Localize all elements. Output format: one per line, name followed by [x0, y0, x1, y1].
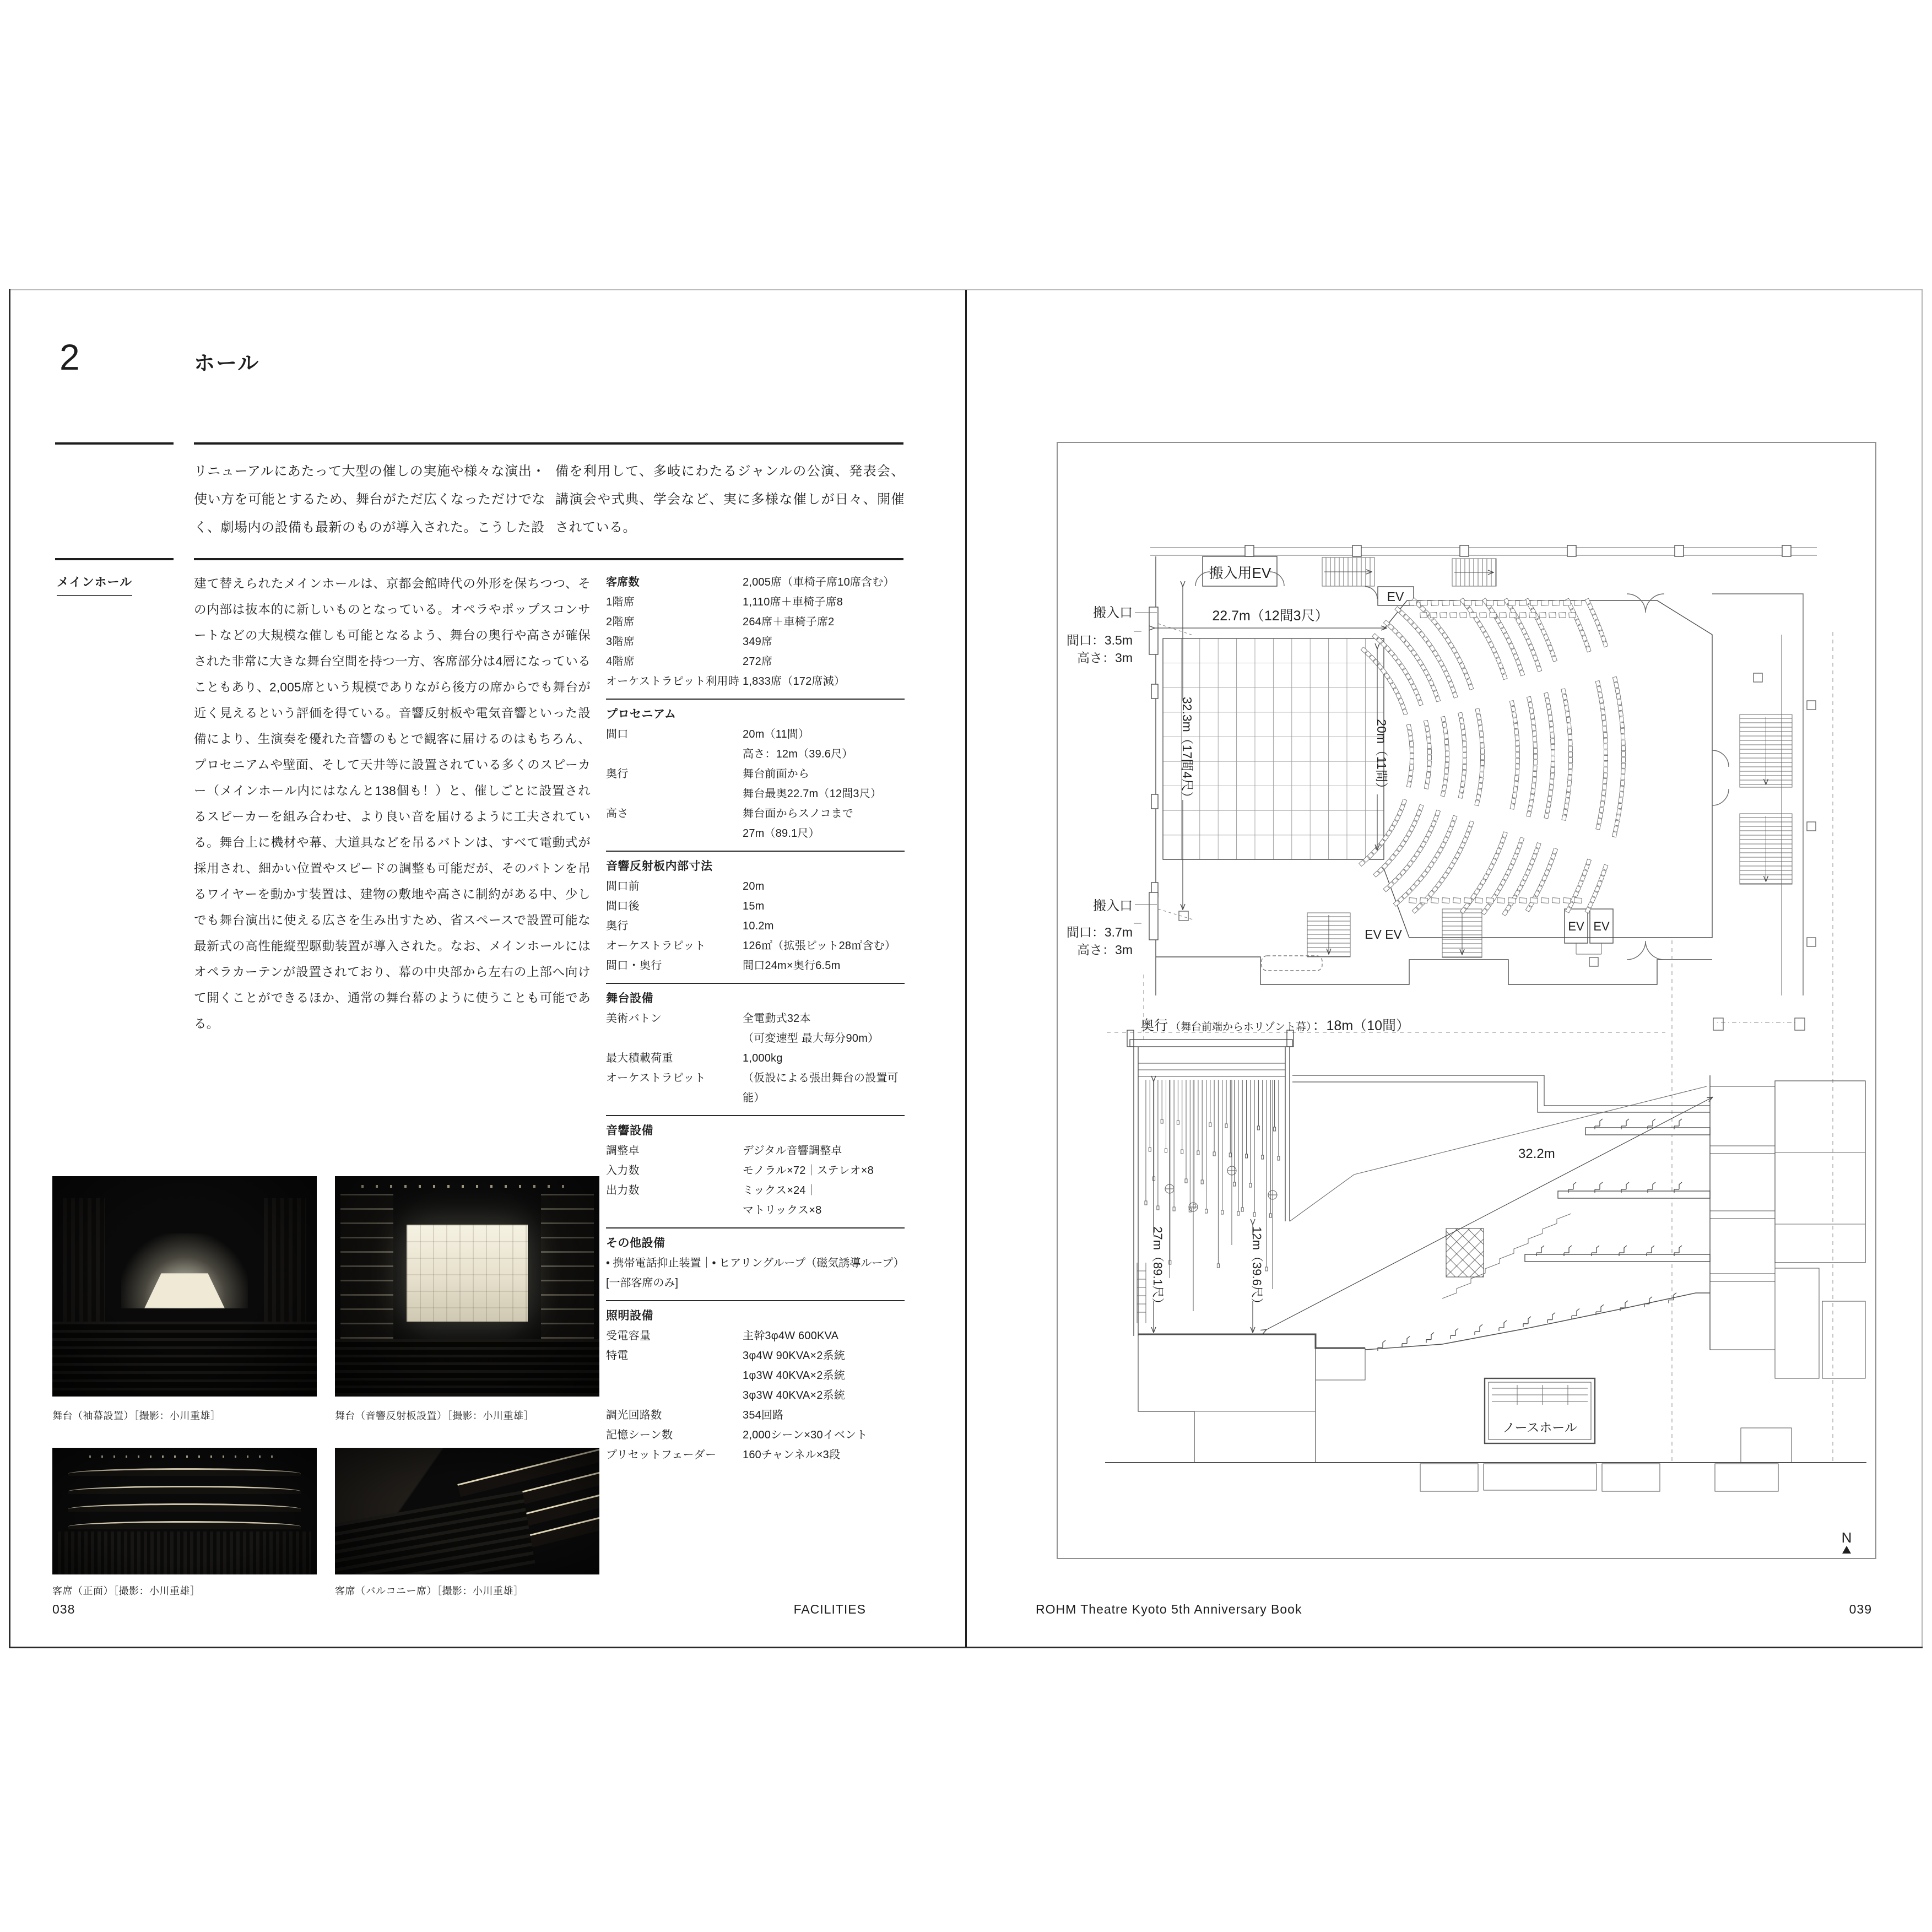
spec-row	[606, 824, 905, 843]
section-depth-note: （舞台前端からホリゾント幕）	[1170, 1021, 1312, 1033]
intro-paragraph-col1: リニューアルにあたって大型の催しの実施や様々な演出・使い方を可能とするため、舞台がただ広くなっただけでなく、劇場内の設備も最新のものが導入された。こうした設	[194, 464, 545, 535]
photo1-vignette	[52, 1176, 317, 1397]
photo2-caption: 舞台（音響反射板設置）［撮影：小川重雄］	[335, 1410, 534, 1421]
north-arrow-letter: N	[1841, 1529, 1852, 1546]
spread-right-edge	[1922, 289, 1923, 1648]
spec-value: 1,833席（172席減）	[743, 675, 846, 688]
section-dim-32m: 32.2m	[1518, 1146, 1555, 1161]
spec-value: 272席	[743, 656, 773, 668]
photo-stage-acoustic-shell	[335, 1176, 599, 1397]
plan-label-ev-box1: EV	[1568, 919, 1584, 933]
spec-label: 出力数	[606, 1184, 640, 1197]
spec-value: 舞台前面から	[743, 768, 810, 780]
spec-label: 間口前	[606, 880, 640, 892]
section-dim-27m: 27m（89.1尺）	[1151, 1226, 1165, 1310]
plan-label-dock2: 搬入口	[1093, 899, 1133, 913]
spec-group	[606, 1116, 905, 1229]
spec-value: 10.2m	[743, 920, 774, 932]
spec-value: 1φ3W 40KVA×2系統	[743, 1370, 846, 1382]
spec-label	[606, 1386, 743, 1405]
spec-value: 1,000kg	[743, 1052, 783, 1064]
spec-row	[606, 632, 905, 652]
theatre-plan-and-section-drawing	[1057, 442, 1876, 1559]
spec-row	[606, 1141, 905, 1161]
spec-row	[606, 956, 905, 976]
spec-group-header: 音響設備	[606, 1124, 653, 1137]
spec-group-header: 照明設備	[606, 1309, 653, 1322]
spec-value: 15m	[743, 900, 765, 912]
spec-value: 3φ3W 40KVA×2系統	[743, 1389, 846, 1401]
section-north-hall-label: ノースホール	[1502, 1420, 1577, 1435]
spec-value: 全電動式32本	[743, 1013, 811, 1025]
spec-label: 間口	[606, 728, 629, 740]
spec-value: 20m（11間）	[743, 728, 810, 740]
spec-label	[606, 784, 743, 804]
spec-label: 最大積載荷重	[606, 1052, 673, 1064]
spec-row	[606, 652, 905, 672]
spec-group-header: その他設備	[606, 1237, 665, 1249]
photo4-caption: 客席（バルコニー席）［撮影：小川重雄］	[335, 1585, 524, 1597]
spec-group-header: 音響反射板内部寸法	[606, 860, 713, 873]
spec-value: 主幹3φ4W 600KVA	[743, 1330, 839, 1342]
page-number-right: 039	[1849, 1602, 1872, 1616]
spec-row	[606, 916, 905, 936]
spec-value: ミックス×24｜	[743, 1184, 817, 1197]
spec-label: 奥行	[606, 768, 629, 780]
photo2-vignette	[335, 1176, 599, 1397]
spec-row	[606, 572, 905, 592]
spec-value: マトリックス×8	[743, 1204, 822, 1216]
spec-label: 1階席	[606, 596, 635, 608]
spec-row	[606, 1445, 905, 1465]
section-depth-label	[1140, 1018, 1410, 1033]
plan-label-dock1: 搬入口	[1093, 605, 1133, 620]
spec-row	[606, 1029, 905, 1048]
plan-dim-proscenium-label: 20m（11間）	[1374, 719, 1389, 795]
spec-value: 27m（89.1尺）	[743, 827, 820, 840]
photo4-vignette	[335, 1448, 599, 1574]
spec-label: 特電	[606, 1350, 629, 1362]
section-dim-12m: 12m（39.6尺）	[1250, 1226, 1264, 1310]
spec-row	[606, 896, 905, 916]
spec-row	[606, 936, 905, 956]
spec-label: オーケストラピット	[606, 940, 706, 952]
spec-row	[606, 612, 905, 632]
spec-label: 受電容量	[606, 1330, 651, 1342]
spec-label: 3階席	[606, 636, 635, 648]
spec-value: 160チャンネル×3段	[743, 1449, 841, 1461]
spec-row	[606, 804, 905, 824]
photo1-caption: 舞台（袖幕設置）［撮影：小川重雄］	[52, 1410, 221, 1421]
spec-row	[606, 1425, 905, 1445]
spec-row: • 携帯電話抑止装置｜• ヒアリングループ（磁気誘導ループ）[一部客席のみ]	[606, 1257, 905, 1289]
spec-row	[606, 1161, 905, 1181]
spec-label	[606, 1200, 743, 1220]
running-head-book-title: ROHM Theatre Kyoto 5th Anniversary Book	[1036, 1602, 1302, 1616]
spec-label: 4階席	[606, 656, 635, 668]
spec-value: モノラル×72｜ステレオ×8	[743, 1165, 874, 1177]
spec-group	[606, 1301, 905, 1472]
spec-label: 間口後	[606, 900, 640, 912]
section-depth-word: 奥行	[1140, 1018, 1168, 1033]
spec-value: 20m	[743, 880, 765, 892]
section-label-main-hall: メインホール	[57, 573, 132, 596]
spec-label: 客席数	[606, 576, 640, 588]
spec-value: 1,110席＋車椅子席8	[743, 596, 843, 608]
intro-paragraph-col2: 備を利用して、多岐にわたるジャンルの公演、発表会、講演会や式典、学会など、実に多様な催しが日々、開催されている。	[555, 464, 905, 535]
spec-value: 264席＋車椅子席2	[743, 616, 835, 628]
spec-label: オーケストラピット利用時	[606, 675, 739, 688]
spec-group	[606, 1229, 905, 1301]
spec-label: 2階席	[606, 616, 635, 628]
spec-group-header: 舞台設備	[606, 992, 653, 1005]
spec-label: 記憶シーン数	[606, 1429, 673, 1441]
section-dimensions	[1154, 1081, 1712, 1332]
spec-label: 美術バトン	[606, 1013, 662, 1025]
spec-value: 高さ：12m（39.6尺）	[743, 748, 853, 760]
spec-label: 調光回路数	[606, 1409, 662, 1421]
plan-dim-width-label: 22.7m（12間3尺）	[1212, 608, 1329, 624]
plan-label-dock1-width: 間口：3.5m	[1066, 633, 1133, 647]
chapter-title: ホール	[194, 352, 260, 375]
plan-label-ev-box2: EV	[1593, 919, 1610, 933]
spec-group-header: プロセニアム	[606, 708, 677, 721]
plan-label-dock2-width: 間口：3.7m	[1066, 925, 1133, 939]
spec-row	[606, 784, 905, 804]
spec-row	[606, 592, 905, 612]
rule-content-top	[194, 442, 903, 445]
spec-row	[606, 1181, 905, 1200]
spec-label: プリセットフェーダー	[606, 1449, 717, 1461]
spec-row	[606, 1326, 905, 1346]
photo-stage-side-curtains	[52, 1176, 317, 1397]
spec-row	[606, 1200, 905, 1220]
spec-value: （仮設による張出舞台の設置可能）	[743, 1072, 899, 1104]
plan-stage-grid	[1163, 638, 1384, 859]
plan-label-ev-pair: EV EV	[1365, 927, 1402, 941]
spec-group	[606, 984, 905, 1116]
running-head-facilities: FACILITIES	[793, 1602, 866, 1616]
photo3-caption: 客席（正面）［撮影：小川重雄］	[52, 1585, 201, 1597]
plan-dim-depth-label: 32.3m（17間4尺）	[1180, 696, 1194, 804]
rule-label-col-top	[55, 442, 174, 445]
spec-value: デジタル音響調整卓	[743, 1145, 842, 1157]
spec-row	[606, 1366, 905, 1386]
spec-row	[606, 764, 905, 784]
spec-row	[606, 1405, 905, 1425]
spec-label	[606, 1366, 743, 1386]
spec-row	[606, 1068, 905, 1108]
spec-value: （可変速型 最大毎分90m）	[743, 1032, 879, 1045]
spec-group	[606, 700, 905, 852]
spec-value: 126㎡（拡張ピット28㎡含む）	[743, 940, 896, 952]
spec-row	[606, 1048, 905, 1068]
section-depth-value: ：18m（10間）	[1312, 1018, 1410, 1033]
spec-label: 調整卓	[606, 1145, 640, 1157]
spec-label: 入力数	[606, 1165, 640, 1177]
north-arrow-icon	[1842, 1546, 1851, 1554]
page-gutter	[965, 290, 967, 1647]
spec-value: 3φ4W 90KVA×2系統	[743, 1350, 846, 1362]
plan-label-dock2-height: 高さ：3m	[1077, 943, 1133, 957]
section-structure	[1105, 1030, 1866, 1491]
rule-label-col-mid	[55, 558, 174, 560]
spec-label	[606, 744, 743, 764]
spec-label: 高さ	[606, 808, 629, 820]
spec-label	[606, 824, 743, 843]
plan-label-dock1-height: 高さ：3m	[1077, 651, 1133, 665]
plan-label-service-ev: 搬入用EV	[1209, 565, 1271, 581]
spec-row	[606, 1346, 905, 1366]
spec-row	[606, 672, 905, 691]
spec-value: 349席	[743, 636, 773, 648]
spec-group	[606, 852, 905, 984]
page-number-left: 038	[52, 1602, 75, 1616]
chapter-number: 2	[59, 337, 80, 377]
spec-label	[606, 1029, 743, 1048]
plan-label-ev-top: EV	[1387, 589, 1404, 604]
specifications-table	[606, 567, 905, 1472]
spec-row	[606, 744, 905, 764]
spec-value: 舞台最奥22.7m（12間3尺）	[743, 788, 882, 800]
photo3-vignette	[52, 1448, 317, 1574]
spread-left-edge	[9, 289, 10, 1648]
spec-value: 間口24m×奥行6.5m	[743, 960, 841, 972]
spec-label: 奥行	[606, 920, 629, 932]
spec-value: 2,000シーン×30イベント	[743, 1429, 868, 1441]
rule-content-mid	[194, 558, 903, 560]
spec-row	[606, 876, 905, 896]
photo-auditorium-front	[52, 1448, 317, 1574]
spec-row	[606, 1386, 905, 1405]
spec-value: 354回路	[743, 1409, 784, 1421]
plan-seating	[1359, 598, 1626, 916]
spec-group	[606, 567, 905, 700]
spec-value: 舞台面からスノコまで	[743, 808, 853, 820]
main-hall-body-text: 建て替えられたメインホールは、京都会館時代の外形を保ちつつ、その内部は抜本的に新しいものとなっている。オペラやポップスコンサートなどの大規模な催しも可能となるよう、舞台の奥行や高さが確保された非常に大きな舞台空間を持つ一方、客席部分は4層になっていることもあり、2,005席という規模でありながら後方の席からでも舞台が近く見えるという評価を得ている。音響反射板や電気音響といった設備により、生演奏を優れた音響のもとで観客に届けるのはもちろん、プロセニアムや壁面、そして天井等に設置されている多くのスピーカー（メインホール内にはなんと138個も！）と、催しごとに設置されるスピーカーを組み合わせ、より良い音を届けるように工夫されている。舞台上に機材や幕、大道具などを吊るバトンは、すべて電動式が採用され、細かい位置やスピードの調整も可能だが、そのバトンを吊るワイヤーを動かす装置は、建物の敷地や高さに制約がある中、少しでも舞台演出に使える広さを生み出すため、省スペースで設置可能な最新式の高性能縦型駆動装置が導入された。なお、メインホールにはオペラカーテンが設置されており、幕の中央部から左右の上部へ向けて開くことができるほか、通常の舞台幕のように使うことも可能である。	[194, 577, 591, 1031]
spec-label: 間口・奥行	[606, 960, 662, 972]
spec-row	[606, 1009, 905, 1029]
spec-value: 2,005席（車椅子席10席含む）	[743, 576, 895, 588]
photo-balcony-seats	[335, 1448, 599, 1574]
spec-label: オーケストラピット	[606, 1072, 706, 1084]
spec-row	[606, 724, 905, 744]
